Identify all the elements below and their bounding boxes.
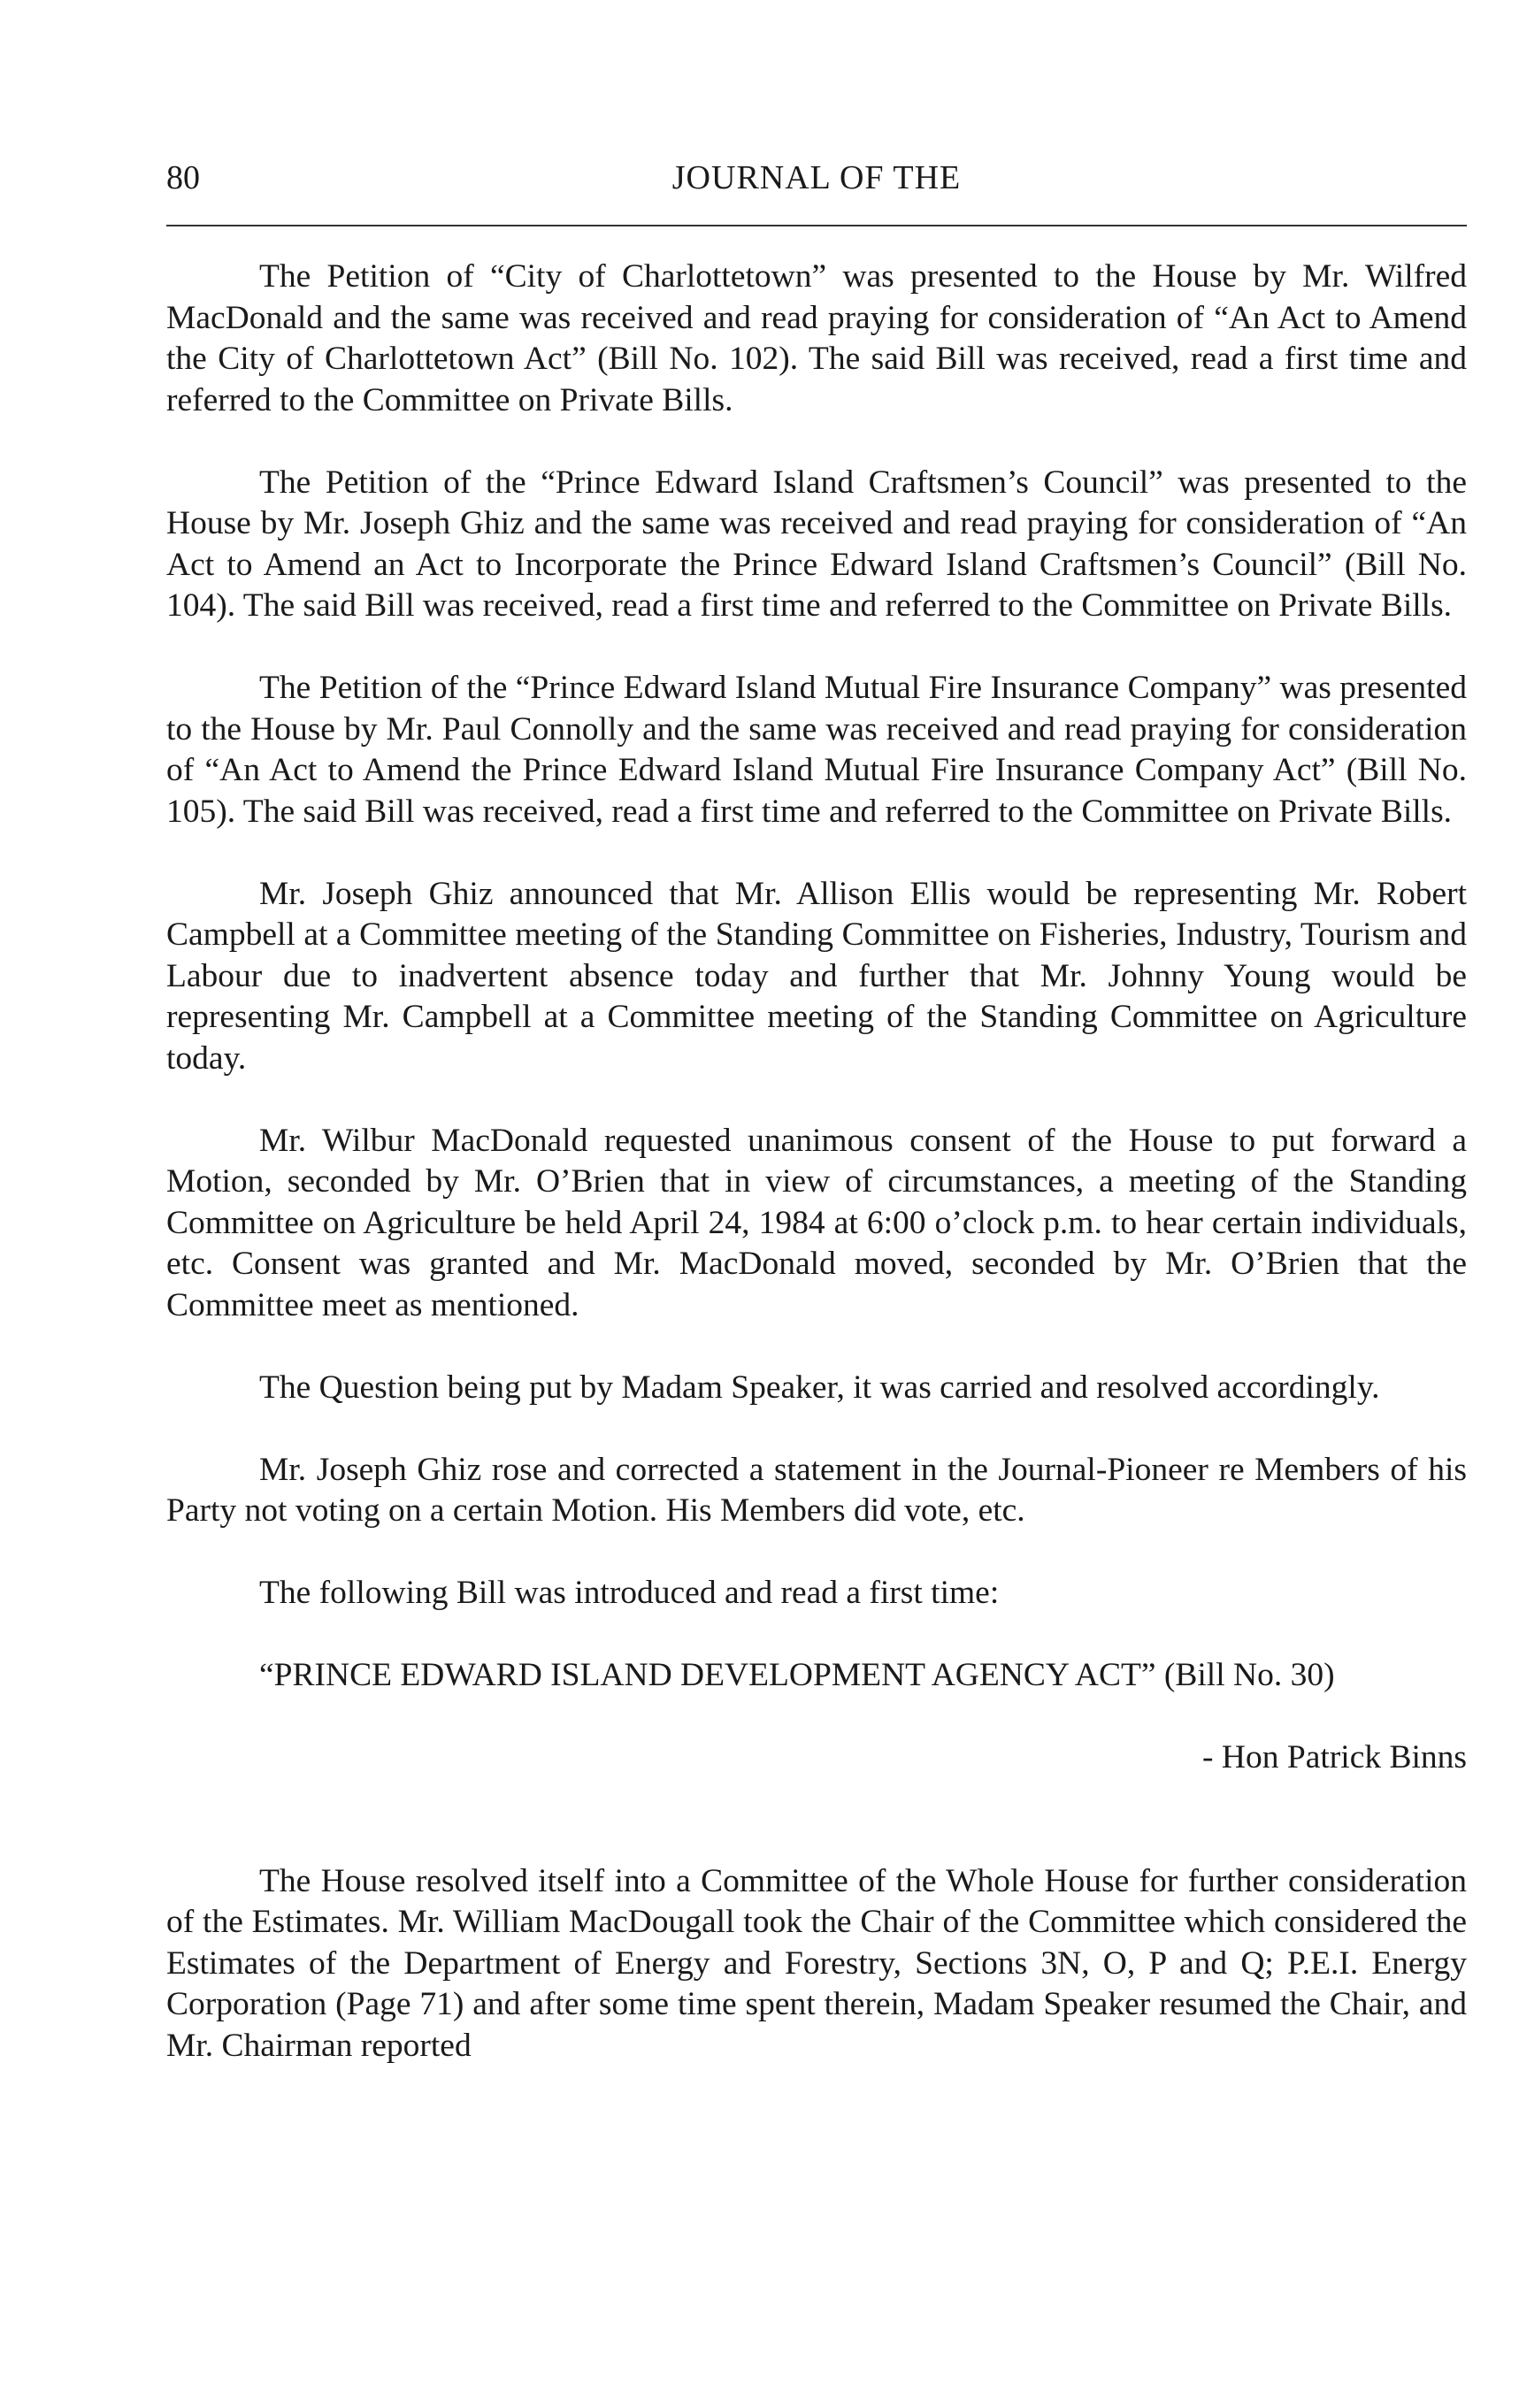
paragraph-bill-introduced: The following Bill was introduced and read a first time:: [259, 1575, 1000, 1611]
paragraph-petition-craftsmen: The Petition of the “Prince Edward Island Craftsmen’s Council” was presented to the House by Mr. Joseph Ghiz and the same was received and read praying for consideration of “An Act to Amend an Act to Incorporate the Prince Edward Island Craftsmen’s Council” (Bill No. 104). The said Bill was received, read a first time and referred to the Committee on Private Bills.: [166, 464, 1467, 624]
running-head: JOURNAL OF THE: [671, 159, 962, 196]
paragraph-petition-mutual-fire: The Petition of the “Prince Edward Island Mutual Fire Insurance Company” was presented to the House by Mr. Paul Connolly and the same was received and read praying for consideration of “An Act to Amend the Prince Edward Island Mutual Fire Insurance Company Act” (Bill No. 105). The said Bill was received, read a first time and referred to the Committee on Private Bills.: [166, 670, 1467, 830]
paragraph-agriculture-motion: Mr. Wilbur MacDonald requested unanimous consent of the House to put forward a Motion, seconded by Mr. O’Brien that in view of circumstances, a meeting of the Standing Committee on Agriculture be held April 24, 1984 at 6:00 o’clock p.m. to hear certain individuals, etc. Consent was granted and Mr. MacDonald moved, seconded by Mr. O’Brien that the Committee meet as mentioned.: [166, 1122, 1467, 1323]
paragraph-committee-representation: Mr. Joseph Ghiz announced that Mr. Allison Ellis would be representing Mr. Robert Campbell at a Committee meeting of the Standing Committee on Fisheries, Industry, Tourism and Labour due to inadvertent absence today and further that Mr. Johnny Young would be representing Mr. Campbell at a Committee meeting of the Standing Committee on Agriculture today.: [166, 875, 1467, 1077]
paragraph-question-carried: The Question being put by Madam Speaker, it was carried and resolved accordingly.: [259, 1369, 1380, 1406]
journal-body: [166, 257, 1467, 2108]
page-number: 80: [166, 159, 200, 196]
paragraph-correction: Mr. Joseph Ghiz rose and corrected a statement in the Journal-Pioneer re Members of his Party not voting on a certain Motion. His Members did vote, etc.: [166, 1451, 1467, 1529]
page-header: [166, 156, 1467, 200]
header-rule: [166, 225, 1467, 226]
bill-title: “PRINCE EDWARD ISLAND DEVELOPMENT AGENCY ACT” (Bill No. 30): [259, 1657, 1335, 1693]
paragraph-petition-charlottetown: The Petition of “City of Charlottetown” was presented to the House by Mr. Wilfred MacDonald and the same was received and read praying for consideration of “An Act to Amend the City of Charlottetown Act” (Bill No. 102). The said Bill was received, read a first time and referred to the Committee on Private Bills.: [166, 258, 1467, 418]
bill-sponsor: - Hon Patrick Binns: [1202, 1739, 1467, 1775]
paragraph-committee-of-whole: The House resolved itself into a Committee of the Whole House for further consideration of the Estimates. Mr. William MacDougall took the Chair of the Committee which considered the Estimates of the Department of Energy and Forestry, Sections 3N, O, P and Q; P.E.I. Energy Corporation (Page 71) and after some time spent therein, Madam Speaker resumed the Chair, and Mr. Chairman reported: [166, 1862, 1467, 2064]
